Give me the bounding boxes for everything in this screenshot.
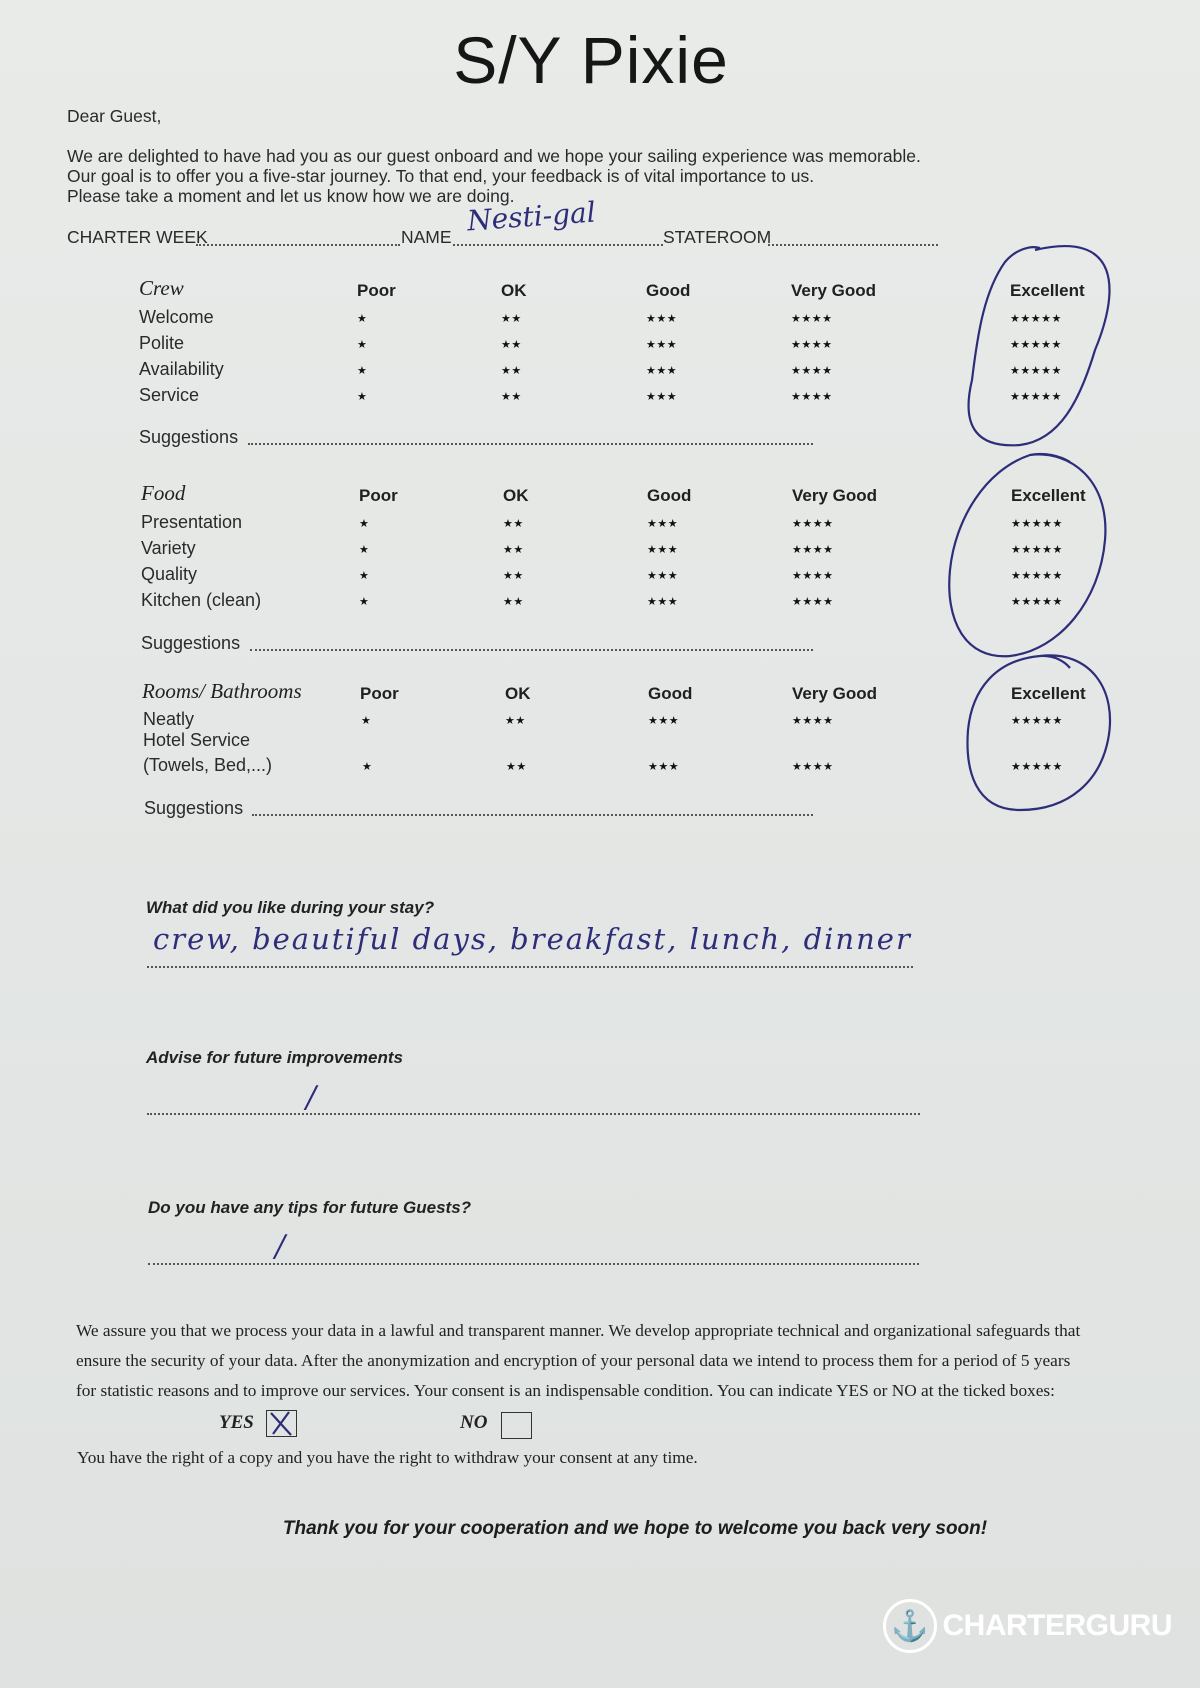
col-poor: Poor	[360, 684, 399, 703]
watermark-logo	[883, 1599, 1173, 1653]
circle-mark-rooms	[968, 655, 1111, 810]
row-label: Welcome	[139, 307, 214, 327]
star-5[interactable]: ★★★★★	[1011, 761, 1063, 773]
col-excellent: Excellent	[1011, 486, 1086, 505]
no-label: NO	[460, 1412, 488, 1433]
question-liked-answer: crew, beautiful days, breakfast, lunch, dinner	[153, 922, 912, 956]
star-2[interactable]: ★★	[503, 570, 524, 582]
star-2[interactable]: ★★	[503, 596, 524, 608]
row-label: Service	[139, 385, 200, 405]
closing-message: Thank you for your cooperation and we hope to welcome you back very soon!	[282, 1518, 988, 1539]
star-1[interactable]: ★	[357, 365, 368, 377]
col-ok: OK	[503, 486, 529, 505]
star-1[interactable]: ★	[359, 596, 370, 608]
row-label: Quality	[141, 564, 198, 584]
star-2[interactable]: ★★	[501, 313, 522, 325]
question-tips-label: Do you have any tips for future Guests?	[148, 1198, 472, 1217]
star-1[interactable]: ★	[359, 544, 370, 556]
row-label: Polite	[139, 333, 185, 353]
charter-week-label: CHARTER WEEK	[67, 227, 208, 247]
star-3[interactable]: ★★★	[646, 313, 678, 325]
greeting: Dear Guest,	[67, 106, 162, 126]
intro-line-1: We are delighted to have had you as our guest onboard and we hope your sailing experience was memorable.	[67, 146, 921, 166]
name-label: NAME	[401, 227, 452, 247]
star-3[interactable]: ★★★	[646, 365, 678, 377]
col-excellent: Excellent	[1010, 281, 1085, 300]
star-4[interactable]: ★★★★	[791, 313, 833, 325]
col-very-good: Very Good	[792, 486, 878, 505]
star-1[interactable]: ★	[361, 715, 372, 727]
star-3[interactable]: ★★★	[647, 518, 679, 530]
privacy-rights: You have the right of a copy and you have the right to withdraw your consent at any time.	[77, 1448, 698, 1467]
question-tips-field[interactable]	[148, 1262, 919, 1265]
star-1[interactable]: ★	[357, 391, 368, 403]
privacy-line-2: ensure the security of your data. After the anonymization and encryption of your personal data we intend to process them for a period of 5 years	[76, 1351, 1071, 1370]
star-3[interactable]: ★★★	[648, 715, 680, 727]
star-2[interactable]: ★★	[506, 761, 527, 773]
star-2[interactable]: ★★	[501, 365, 522, 377]
star-2[interactable]: ★★	[501, 339, 522, 351]
star-5[interactable]: ★★★★★	[1011, 715, 1063, 727]
star-5[interactable]: ★★★★★	[1010, 365, 1062, 377]
anchor-icon: ⚓	[883, 1599, 937, 1653]
name-handwritten: Nesti-gal	[466, 195, 597, 238]
question-tips-answer: /	[275, 1229, 286, 1264]
star-3[interactable]: ★★★	[647, 596, 679, 608]
no-checkbox[interactable]	[501, 1412, 532, 1439]
star-4[interactable]: ★★★★	[792, 715, 834, 727]
star-4[interactable]: ★★★★	[791, 365, 833, 377]
star-3[interactable]: ★★★	[646, 339, 678, 351]
stateroom-label: STATEROOM	[663, 227, 772, 247]
col-very-good: Very Good	[791, 281, 877, 300]
star-3[interactable]: ★★★	[648, 761, 680, 773]
star-1[interactable]: ★	[357, 313, 368, 325]
star-4[interactable]: ★★★★	[792, 518, 834, 530]
star-5[interactable]: ★★★★★	[1011, 544, 1063, 556]
col-poor: Poor	[359, 486, 398, 505]
star-5[interactable]: ★★★★★	[1010, 339, 1062, 351]
question-improvements-answer: /	[306, 1080, 317, 1115]
col-good: Good	[647, 486, 692, 505]
star-1[interactable]: ★	[359, 518, 370, 530]
col-good: Good	[646, 281, 691, 300]
page-title: S/Y Pixie	[453, 23, 729, 97]
suggestions-label: Suggestions	[141, 633, 241, 653]
star-2[interactable]: ★★	[503, 518, 524, 530]
star-3[interactable]: ★★★	[647, 544, 679, 556]
suggestions-label: Suggestions	[139, 427, 239, 447]
circle-mark-crew	[969, 246, 1110, 445]
star-5[interactable]: ★★★★★	[1011, 518, 1063, 530]
suggestions-label: Suggestions	[144, 798, 244, 818]
star-2[interactable]: ★★	[501, 391, 522, 403]
row-label: Availability	[139, 359, 224, 379]
star-2[interactable]: ★★	[505, 715, 526, 727]
privacy-line-3: for statistic reasons and to improve our services. Your consent is an indispensable condition. You can indicate YES or NO at the ticked boxes:	[76, 1381, 1055, 1400]
intro-line-3: Please take a moment and let us know how we are doing.	[67, 186, 515, 206]
star-4[interactable]: ★★★★	[791, 391, 833, 403]
row-label: Hotel Service	[143, 730, 251, 750]
star-5[interactable]: ★★★★★	[1011, 570, 1063, 582]
star-5[interactable]: ★★★★★	[1011, 596, 1063, 608]
star-4[interactable]: ★★★★	[791, 339, 833, 351]
check-x-icon	[267, 1411, 296, 1436]
star-4[interactable]: ★★★★	[792, 570, 834, 582]
star-3[interactable]: ★★★	[647, 570, 679, 582]
col-ok: OK	[501, 281, 527, 300]
star-1[interactable]: ★	[362, 761, 373, 773]
star-3[interactable]: ★★★	[646, 391, 678, 403]
question-liked-field[interactable]	[147, 965, 913, 968]
privacy-line-1: We assure you that we process your data in a lawful and transparent manner. We develop appropriate technical and organizational safeguards that	[76, 1321, 1081, 1340]
intro-line-2: Our goal is to offer you a five-star journey. To that end, your feedback is of vital importance to us.	[67, 166, 815, 186]
section-title: Rooms/ Bathrooms	[142, 679, 302, 703]
star-1[interactable]: ★	[357, 339, 368, 351]
col-ok: OK	[505, 684, 531, 703]
row-label-continued: (Towels, Bed,...)	[143, 755, 273, 775]
col-excellent: Excellent	[1011, 684, 1086, 703]
section-title: Food	[141, 481, 186, 505]
circle-mark-food	[949, 454, 1105, 656]
star-5[interactable]: ★★★★★	[1010, 313, 1062, 325]
question-improvements-label: Advise for future improvements	[146, 1048, 403, 1067]
row-label: Kitchen (clean)	[141, 590, 262, 610]
col-good: Good	[648, 684, 693, 703]
row-label: Presentation	[141, 512, 243, 532]
watermark-text: CHARTERGURU	[942, 1609, 1172, 1642]
section-title: Crew	[139, 276, 184, 300]
star-4[interactable]: ★★★★	[792, 596, 834, 608]
star-2[interactable]: ★★	[503, 544, 524, 556]
row-label: Variety	[141, 538, 196, 558]
yes-label: YES	[219, 1412, 254, 1433]
star-5[interactable]: ★★★★★	[1010, 391, 1062, 403]
question-improvements-field[interactable]	[147, 1112, 920, 1115]
star-4[interactable]: ★★★★	[792, 761, 834, 773]
yes-checkbox[interactable]	[266, 1410, 297, 1437]
question-liked-label: What did you like during your stay?	[146, 898, 435, 917]
row-label: Neatly	[143, 709, 195, 729]
col-poor: Poor	[357, 281, 396, 300]
star-1[interactable]: ★	[359, 570, 370, 582]
col-very-good: Very Good	[792, 684, 878, 703]
star-4[interactable]: ★★★★	[792, 544, 834, 556]
